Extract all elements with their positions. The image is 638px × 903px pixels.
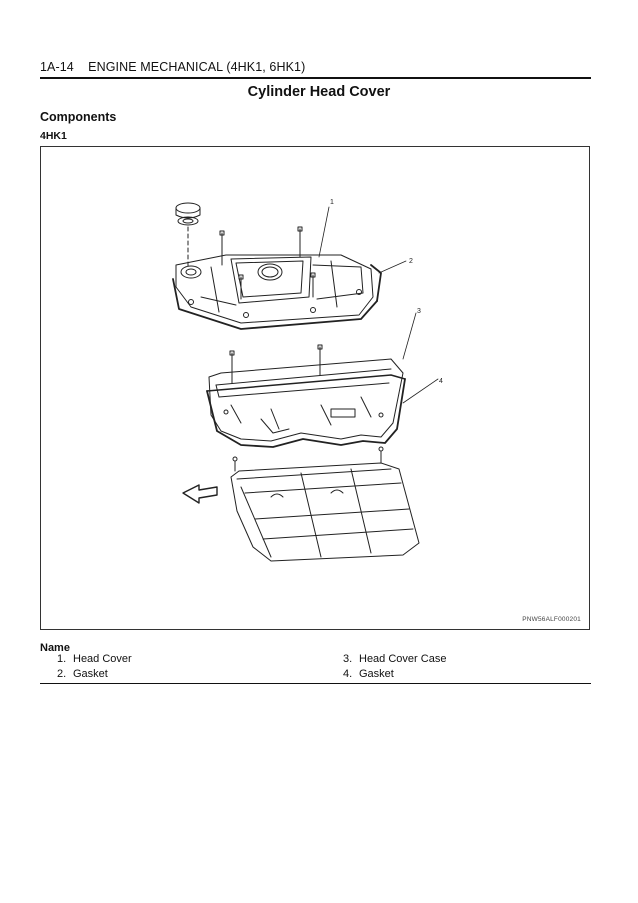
legend-label: Head Cover Case — [359, 653, 447, 665]
cylinder-head-part — [231, 447, 419, 561]
page-number: 1A-14 — [40, 60, 74, 74]
page-title: Cylinder Head Cover — [247, 84, 391, 100]
section-heading: Components — [40, 110, 117, 124]
cover-bolts — [220, 227, 315, 299]
legend-number: 3. — [343, 653, 353, 665]
oil-filler-cap — [176, 203, 200, 267]
head-cover-part — [176, 255, 373, 323]
header-divider — [40, 77, 591, 79]
legend-item — [343, 667, 446, 682]
legend-number: 4. — [343, 668, 353, 680]
head-cover-case-part — [209, 359, 403, 441]
footer-divider — [40, 683, 591, 684]
case-bolts — [230, 345, 322, 383]
callout-1: 1 — [330, 199, 334, 206]
callout-2: 2 — [409, 258, 413, 265]
components-figure — [40, 146, 590, 630]
legend-item — [57, 667, 132, 682]
figure-id: PNW56ALF000201 — [522, 616, 581, 623]
subsection-heading: 4HK1 — [40, 130, 67, 142]
legend-heading: Name — [40, 642, 70, 654]
page-header — [40, 60, 305, 74]
legend-item — [57, 652, 132, 667]
legend-number: 2. — [57, 668, 67, 680]
callout-4: 4 — [439, 378, 443, 385]
section-name: ENGINE MECHANICAL (4HK1, 6HK1) — [88, 60, 306, 74]
legend-item — [343, 652, 446, 667]
legend-column-left — [57, 652, 132, 682]
front-direction-arrow — [183, 485, 217, 503]
legend-number: 1. — [57, 653, 67, 665]
callout-3: 3 — [417, 308, 421, 315]
legend-column-right — [343, 652, 446, 682]
legend-label: Head Cover — [73, 653, 132, 665]
exploded-view-diagram — [41, 147, 591, 631]
legend-label: Gasket — [359, 668, 394, 680]
legend-label: Gasket — [73, 668, 108, 680]
